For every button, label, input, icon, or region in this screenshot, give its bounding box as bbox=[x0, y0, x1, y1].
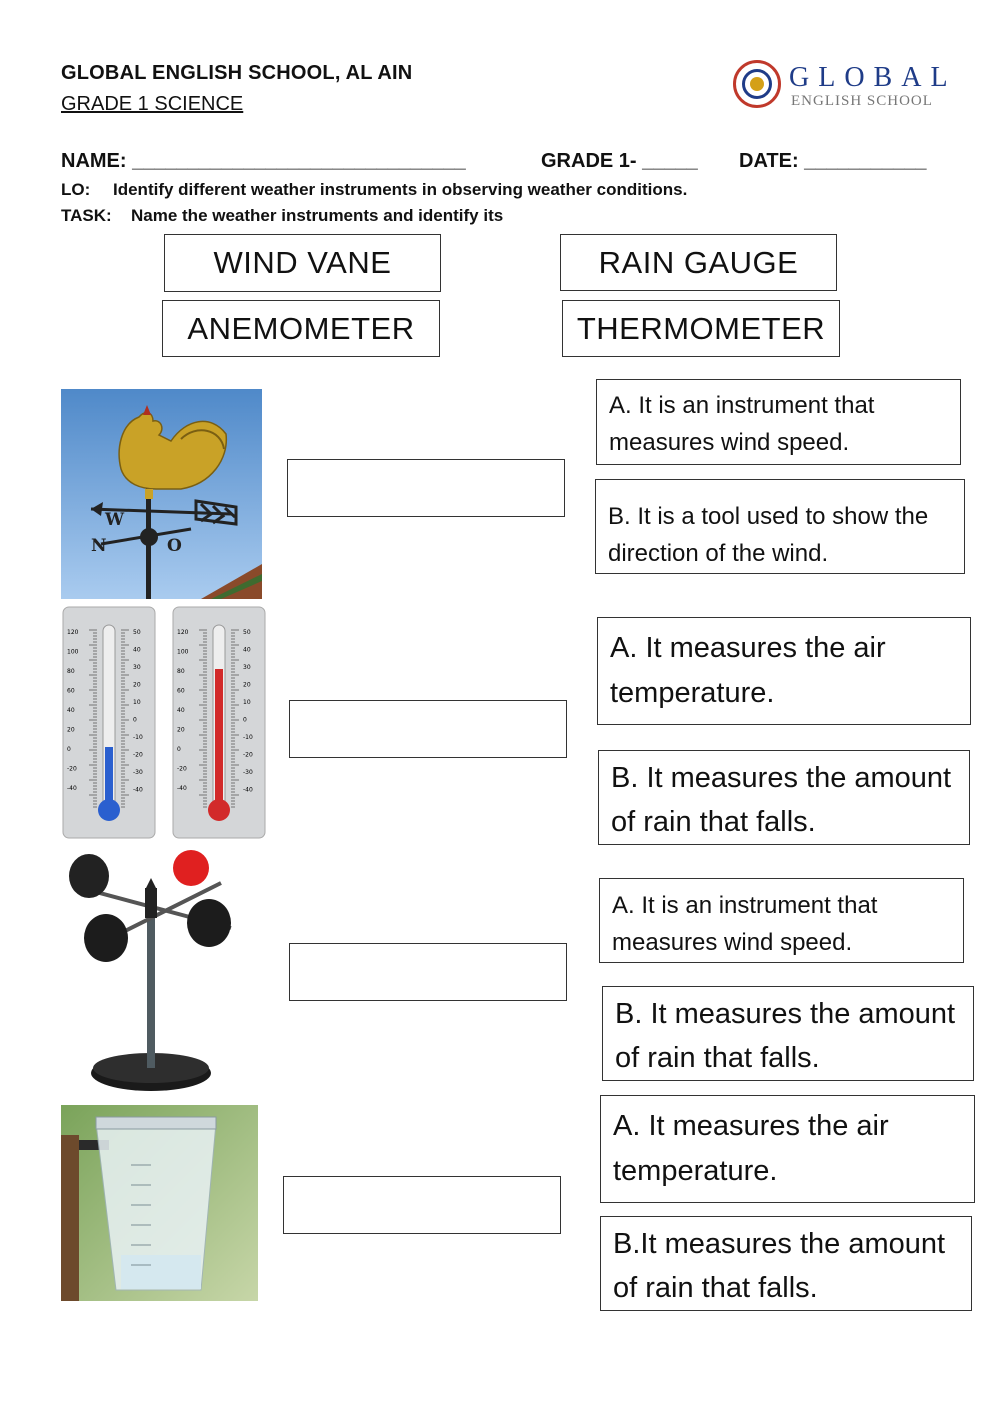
task-label: TASK: bbox=[61, 206, 112, 225]
q2-option-a[interactable]: A. It measures the air temperature. bbox=[597, 617, 971, 725]
thermo-label-f: 120 bbox=[177, 629, 189, 636]
thermo-label-c: 40 bbox=[133, 646, 141, 654]
thermo-label-f: 120 bbox=[67, 629, 79, 636]
thermo-label-f: 0 bbox=[67, 746, 71, 753]
anemometer-image bbox=[61, 848, 261, 1098]
thermo-label-f: 60 bbox=[67, 687, 75, 695]
word-bank-rain-gauge[interactable]: RAIN GAUGE bbox=[560, 234, 837, 291]
thermo-label-f: 60 bbox=[177, 687, 185, 695]
thermo-label-f: 0 bbox=[177, 746, 181, 753]
name-field[interactable]: NAME: ______________________________ bbox=[61, 150, 466, 172]
thermo-label-c: -40 bbox=[243, 786, 253, 794]
thermo-label-f: 20 bbox=[177, 726, 185, 734]
answer-box-3[interactable] bbox=[289, 943, 567, 1001]
logo-word: GLOBAL bbox=[789, 62, 957, 93]
lo-label: LO: bbox=[61, 180, 91, 199]
thermo-label-f: -40 bbox=[177, 785, 187, 792]
thermo-label-c: -30 bbox=[243, 769, 253, 776]
thermo-label-f: 100 bbox=[67, 648, 79, 656]
thermo-label-c: 0 bbox=[243, 716, 247, 724]
thermo-label-f: -40 bbox=[67, 785, 77, 792]
task-text: Name the weather instruments and identify its bbox=[131, 206, 504, 225]
thermo-label-c: 30 bbox=[133, 664, 141, 671]
task-instruction bbox=[61, 206, 503, 226]
q3-option-a[interactable]: A. It is an instrument that measures wind speed. bbox=[599, 878, 964, 963]
thermo-label-c: 10 bbox=[243, 699, 251, 706]
thermo-label-c: 10 bbox=[133, 699, 141, 706]
school-name: GLOBAL ENGLISH SCHOOL, AL AIN bbox=[61, 62, 413, 84]
logo-subtitle: ENGLISH SCHOOL bbox=[791, 93, 933, 109]
subject-title: GRADE 1 SCIENCE bbox=[61, 93, 244, 115]
thermo-label-f: 80 bbox=[177, 668, 185, 675]
thermo-label-f: -20 bbox=[67, 765, 77, 773]
thermo-label-c: 0 bbox=[133, 716, 137, 724]
thermo-label-c: -20 bbox=[133, 751, 143, 759]
thermo-label-f: 80 bbox=[67, 668, 75, 675]
q4-option-b[interactable]: B.It measures the amount of rain that falls. bbox=[600, 1216, 972, 1311]
word-bank-thermometer[interactable]: THERMOMETER bbox=[562, 300, 840, 357]
thermo-label-c: -10 bbox=[243, 734, 253, 741]
thermo-label-c: 50 bbox=[243, 629, 251, 636]
thermo-label-f: 40 bbox=[177, 707, 185, 714]
learning-objective bbox=[61, 180, 687, 200]
answer-box-1[interactable] bbox=[287, 459, 565, 517]
answer-box-2[interactable] bbox=[289, 700, 567, 758]
q1-option-b[interactable]: B. It is a tool used to show the direction of the wind. bbox=[595, 479, 965, 574]
answer-box-4[interactable] bbox=[283, 1176, 561, 1234]
thermo-label-c: 30 bbox=[243, 664, 251, 671]
word-bank-anemometer[interactable]: ANEMOMETER bbox=[162, 300, 440, 357]
q1-option-a[interactable]: A. It is an instrument that measures wind speed. bbox=[596, 379, 961, 465]
vane-letter-w: W bbox=[105, 510, 125, 530]
thermo-label-c: -30 bbox=[133, 769, 143, 776]
vane-letter-n: N bbox=[91, 536, 107, 556]
grade-field[interactable]: GRADE 1- _____ bbox=[541, 150, 698, 172]
thermometers-image bbox=[61, 605, 268, 840]
thermo-label-f: 20 bbox=[67, 726, 75, 734]
thermo-label-c: 50 bbox=[133, 629, 141, 636]
thermo-label-c: 20 bbox=[243, 681, 251, 689]
thermo-label-f: -20 bbox=[177, 765, 187, 773]
thermo-label-c: 20 bbox=[133, 681, 141, 689]
thermo-label-f: 40 bbox=[67, 707, 75, 714]
date-field[interactable]: DATE: ___________ bbox=[739, 150, 927, 172]
q4-option-a[interactable]: A. It measures the air temperature. bbox=[600, 1095, 975, 1203]
thermo-label-c: -10 bbox=[133, 734, 143, 741]
word-bank-wind-vane[interactable]: WIND VANE bbox=[164, 234, 441, 292]
crest-icon bbox=[733, 60, 781, 108]
q3-option-b[interactable]: B. It measures the amount of rain that falls. bbox=[602, 986, 974, 1081]
q2-option-b[interactable]: B. It measures the amount of rain that falls. bbox=[598, 750, 970, 845]
wind-vane-image bbox=[61, 389, 262, 599]
thermo-label-c: -40 bbox=[133, 786, 143, 794]
school-logo bbox=[733, 60, 957, 112]
thermo-label-f: 100 bbox=[177, 648, 189, 656]
thermo-label-c: -20 bbox=[243, 751, 253, 759]
lo-text: Identify different weather instruments in observing weather conditions. bbox=[113, 180, 688, 199]
thermo-label-c: 40 bbox=[243, 646, 251, 654]
rain-gauge-image bbox=[61, 1105, 258, 1301]
vane-letter-o: O bbox=[167, 536, 182, 556]
